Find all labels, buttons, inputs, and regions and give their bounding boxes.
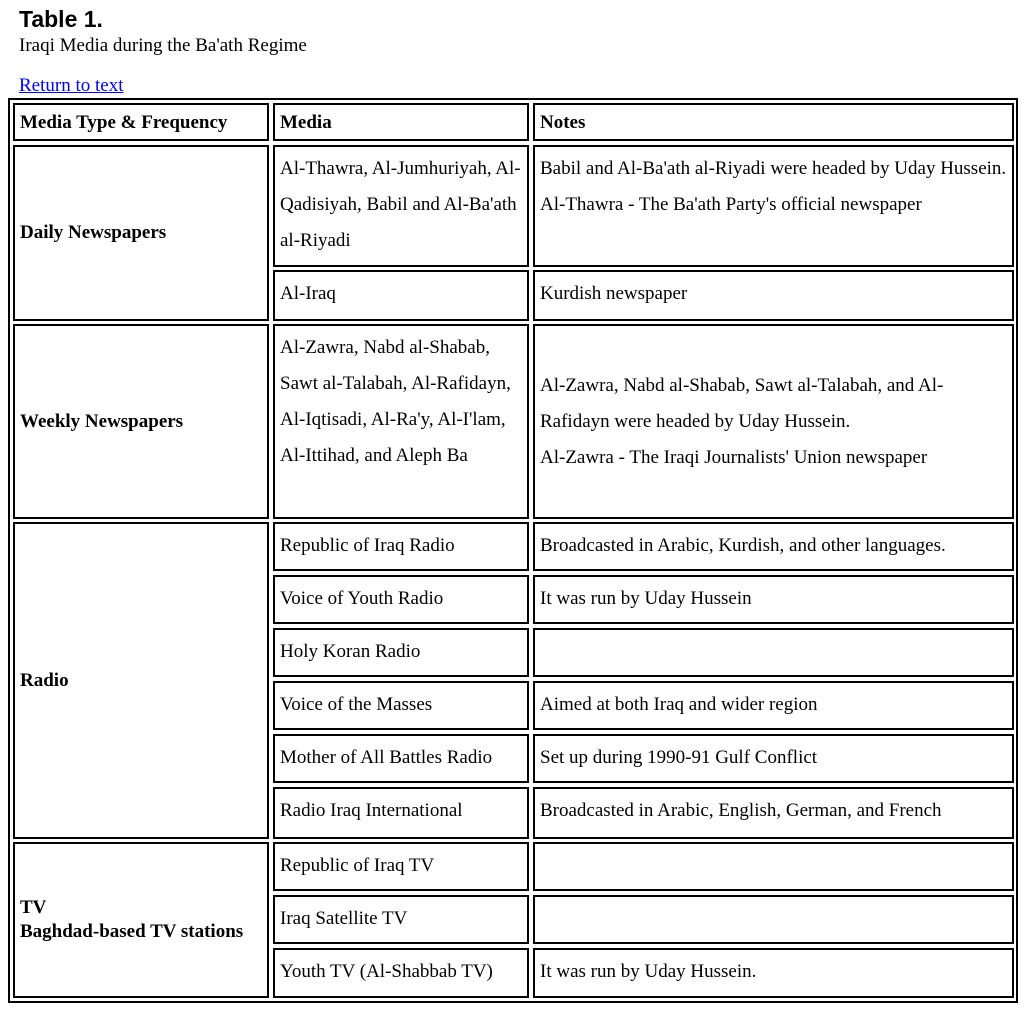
- category-daily-label: Daily Newspapers: [20, 222, 167, 243]
- media-cell-radio-1: Republic of Iraq Radio: [273, 522, 529, 571]
- media-cell-radio-4: Voice of the Masses: [273, 681, 529, 730]
- category-daily-newspapers: [13, 145, 269, 321]
- notes-cell-daily-1: [533, 145, 1014, 267]
- header-notes: Notes: [533, 103, 1014, 141]
- note-line: Babil and Al-Ba'ath al-Riyadi were headed by Uday Hussein.: [540, 158, 1007, 179]
- notes-cell-tv-2: [533, 895, 1014, 944]
- category-weekly-newspapers: [13, 324, 269, 519]
- category-tv: [13, 842, 269, 998]
- notes-cell-radio-2: It was run by Uday Hussein: [533, 575, 1014, 624]
- table-subtitle: Iraqi Media during the Ba'ath Regime: [19, 35, 307, 56]
- media-table: [8, 98, 1018, 1003]
- notes-cell-tv-3: It was run by Uday Hussein.: [533, 948, 1014, 998]
- category-weekly-label: Weekly Newspapers: [20, 410, 184, 432]
- note-line: Al-Zawra, Nabd al-Shabab, Sawt al-Talabah, and Al-Rafidayn were headed by Uday Hussein.: [540, 374, 944, 432]
- media-cell-tv-3: Youth TV (Al-Shabbab TV): [273, 948, 529, 998]
- return-to-text-link[interactable]: Return to text: [19, 75, 124, 96]
- header-media: Media: [273, 103, 529, 141]
- category-tv-line-2: Baghdad-based TV stations: [20, 921, 244, 942]
- notes-cell-radio-5: Set up during 1990-91 Gulf Conflict: [533, 734, 1014, 783]
- table-title: Table 1.: [19, 6, 103, 32]
- note-line: Al-Thawra - The Ba'ath Party's official newspaper: [540, 194, 922, 215]
- notes-cell-radio-1: Broadcasted in Arabic, Kurdish, and other languages.: [533, 522, 1014, 571]
- notes-cell-radio-4: Aimed at both Iraq and wider region: [533, 681, 1014, 730]
- category-radio: [13, 522, 269, 839]
- media-cell-daily-2: Al-Iraq: [273, 270, 529, 321]
- notes-cell-tv-1: [533, 842, 1014, 891]
- notes-cell-weekly-1: [533, 324, 1014, 519]
- category-tv-label: [20, 896, 243, 944]
- media-cell-tv-2: Iraq Satellite TV: [273, 895, 529, 944]
- notes-cell-daily-2: Kurdish newspaper: [533, 270, 1014, 321]
- media-cell-tv-1: Republic of Iraq TV: [273, 842, 529, 891]
- header-media-type: Media Type & Frequency: [13, 103, 269, 141]
- media-cell-radio-3: Holy Koran Radio: [273, 628, 529, 677]
- category-radio-label: Radio: [20, 669, 69, 691]
- note-line: Al-Zawra - The Iraqi Journalists' Union newspaper: [540, 446, 928, 468]
- notes-cell-radio-3: [533, 628, 1014, 677]
- notes-cell-radio-6: Broadcasted in Arabic, English, German, and French: [533, 787, 1014, 839]
- media-cell-radio-2: Voice of Youth Radio: [273, 575, 529, 624]
- media-cell-radio-5: Mother of All Battles Radio: [273, 734, 529, 783]
- media-cell-radio-6: Radio Iraq International: [273, 787, 529, 839]
- media-cell-weekly-1: Al-Zawra, Nabd al-Shabab, Sawt al-Talabah, Al-Rafidayn, Al-Iqtisadi, Al-Ra'y, Al-I'lam, Al-Ittihad, and Aleph Ba: [273, 324, 529, 519]
- media-cell-daily-1: Al-Thawra, Al-Jumhuriyah, Al-Qadisiyah, Babil and Al-Ba'ath al-Riyadi: [273, 145, 529, 267]
- category-tv-line-1: TV: [20, 897, 47, 918]
